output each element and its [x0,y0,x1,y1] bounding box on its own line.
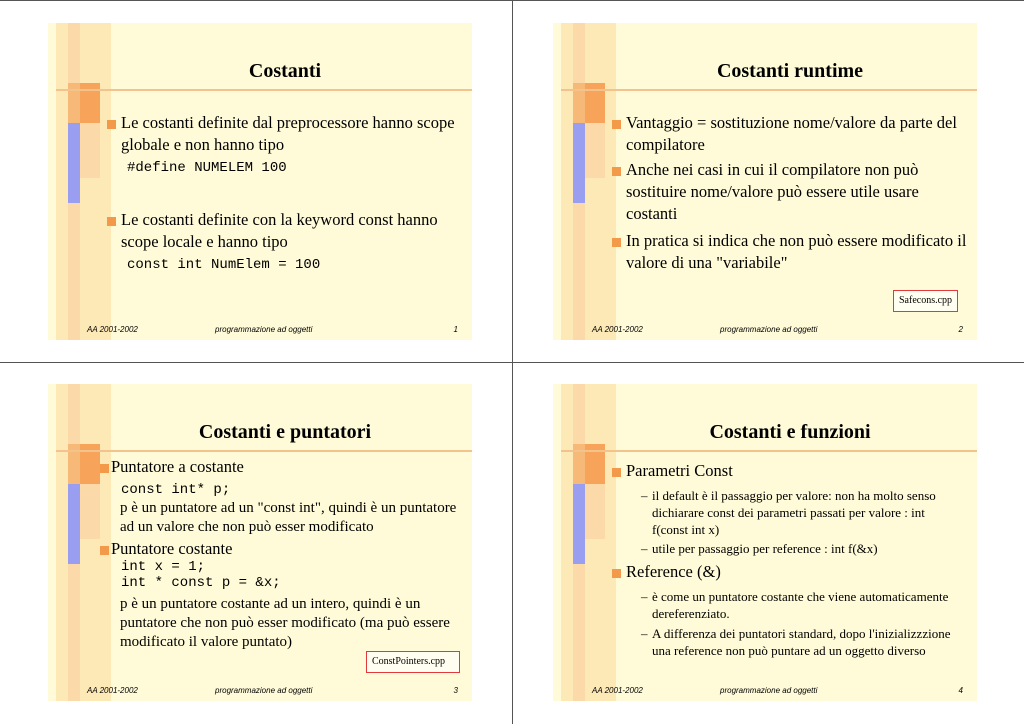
bullet-text: Reference (&) [626,562,721,581]
slide-decoration [56,23,111,340]
slide-decoration [561,384,616,701]
slide-decoration [585,123,605,178]
footer-year: AA 2001-2002 [87,325,138,334]
bullet-icon [107,120,116,129]
footer-page-number: 4 [958,686,963,695]
file-link[interactable]: ConstPointers.cpp [366,651,460,673]
bullet-text: Puntatore costante [111,539,233,558]
footer-year: AA 2001-2002 [592,325,643,334]
bullet-icon [612,569,621,578]
code-line: #define NUMELEM 100 [127,160,287,176]
bullet-description: p è un puntatore costante ad un intero, quindi è un puntatore che non può esser modificato (ma può essere modificato il valore puntato) [120,596,450,650]
sub-bullet: – il default è il passaggio per valore: non ha molto senso dichiarare const dei parametri passati per valore : int f(const int x) [641,488,936,537]
bullet-description: p è un puntatore ad un "const int", quindi è un puntatore ad un valore che non può esser modificato [120,500,457,535]
sub-bullet-text: utile per passaggio per reference : int f(&x) [652,541,878,556]
title-rule [56,89,472,91]
footer-year: AA 2001-2002 [87,686,138,695]
slide-decoration [585,484,605,539]
bullet-icon [100,546,109,555]
bullet-text: In pratica si indica che non può essere modificato il valore di una "variabile" [626,231,967,272]
slide-3 [48,384,472,701]
bullet-text: Le costanti definite con la keyword const hanno scope locale e hanno tipo [121,210,438,251]
sub-bullet: – è come un puntatore costante che viene automaticamente dereferenziato. [641,589,949,621]
code-line: int x = 1; int * const p = &x; [121,559,281,591]
title-rule [561,450,977,452]
bullet-icon [100,464,109,473]
slide-title: Costanti e funzioni [709,421,871,443]
slide-4 [553,384,977,701]
code-line: const int* p; [121,482,231,498]
footer-course: programmazione ad oggetti [215,686,313,695]
bullet-text: Puntatore a costante [111,457,244,476]
slide-decoration [80,484,100,539]
footer-page-number: 1 [453,325,458,334]
page-divider-horizontal [0,362,1024,363]
slide-2 [553,23,977,340]
footer-page-number: 2 [958,325,963,334]
slide-title: Costanti e puntatori [198,421,372,443]
slide-decoration [561,23,616,340]
bullet-icon [612,238,621,247]
sub-bullet-text: il default è il passaggio per valore: non ha molto senso dichiarare const dei parametri passati per valore : int f(const int x) [652,488,936,537]
title-rule [561,89,977,91]
footer-course: programmazione ad oggetti [215,325,313,334]
file-link[interactable]: Safecons.cpp [893,290,958,312]
bullet-icon [612,120,621,129]
bullet-icon [612,167,621,176]
footer-year: AA 2001-2002 [592,686,643,695]
bullet-text: Parametri Const [626,461,733,480]
footer-course: programmazione ad oggetti [720,686,818,695]
slide-decoration [68,123,80,203]
code-line: const int NumElem = 100 [127,257,321,273]
sub-bullet-text: A differenza dei puntatori standard, dopo l'inizializzzione una reference non può puntare ad un oggetto diverso [652,626,951,658]
slide-decoration [573,123,585,203]
slide-title: Costanti runtime [716,60,864,82]
footer-page-number: 3 [453,686,458,695]
slide-title: Costanti [248,60,322,82]
bullet-icon [107,217,116,226]
bullet-text: Anche nei casi in cui il compilatore non può sostituire nome/valore può essere utile usare costanti [626,160,919,223]
sub-bullet-text: è come un puntatore costante che viene automaticamente dereferenziato. [652,589,949,621]
footer-course: programmazione ad oggetti [720,325,818,334]
sub-bullet: – A differenza dei puntatori standard, dopo l'inizializzzione una reference non può puntare ad un oggetto diverso [641,626,951,658]
sub-bullet: – utile per passaggio per reference : int f(&x) [641,541,878,556]
slide-1 [48,23,472,340]
bullet-text: Le costanti definite dal preprocessore hanno scope globale e non hanno tipo [121,113,455,154]
slide-decoration [80,123,100,178]
title-rule [56,450,472,452]
bullet-text: Vantaggio = sostituzione nome/valore da parte del compilatore [626,113,957,154]
bullet-icon [612,468,621,477]
slide-decoration [573,484,585,564]
slide-decoration [68,484,80,564]
slide-decoration [56,384,111,701]
